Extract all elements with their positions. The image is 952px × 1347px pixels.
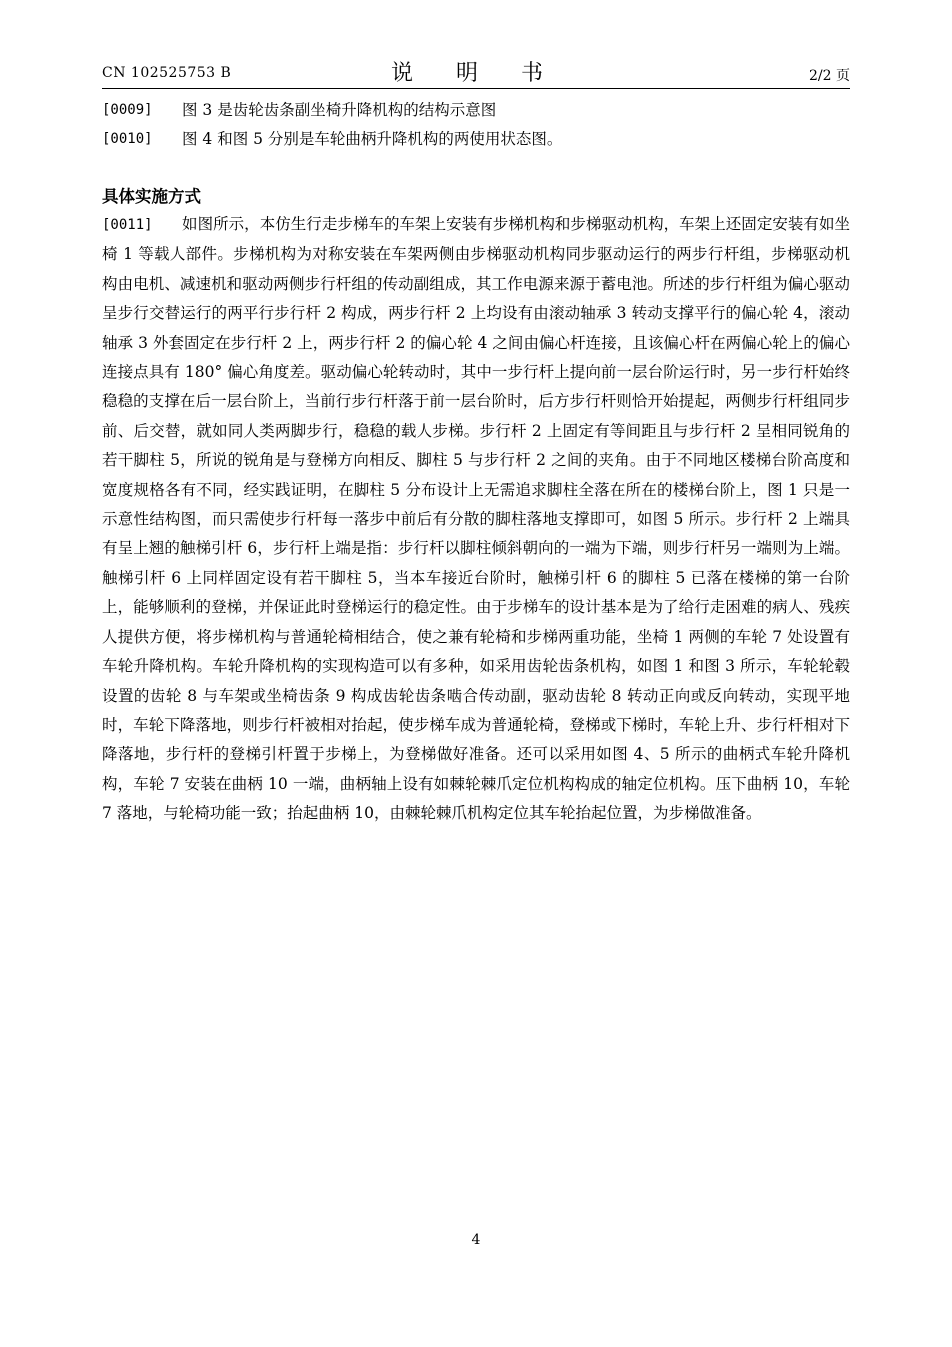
patent-number: CN 102525753 B bbox=[102, 65, 232, 81]
paragraph-0009 bbox=[102, 96, 850, 125]
paragraph-number: [0010] bbox=[102, 131, 153, 147]
page-indicator: 2/2 页 bbox=[809, 68, 850, 84]
paragraph-text: 图 4 和图 5 分别是车轮曲柄升降机构的两使用状态图。 bbox=[182, 130, 563, 148]
paragraph-number: [0011] bbox=[102, 217, 153, 233]
paragraph-0010 bbox=[102, 125, 850, 154]
paragraph-number: [0009] bbox=[102, 102, 153, 118]
header-divider bbox=[102, 88, 850, 89]
paragraph-text: 如图所示，本仿生行走步梯车的车架上安装有步梯机构和步梯驱动机构，车架上还固定安装有如坐椅 1 等载人部件。步梯机构为对称安装在车架两侧由步梯驱动机构同步驱动运行的两步行杆组，步梯驱动机构由电机、减速机和驱动两侧步行杆组的传动副组成，其工作电源来源于蓄电池。所述的步行杆组为偏心驱动呈步行交替运行的两平行步行杆 2 构成，两步行杆 2 上均设有由滚动轴承 3 转动支撑平行的偏心轮 4，滚动轴承 3 外套固定在步行杆 2 上，两步行杆 2 的偏心轮 4 之间由偏心杆连接，且该偏心杆在两偏心轮上的偏心连接点具有 180° 偏心角度差。驱动偏心轮转动时，其中一步行杆上提向前一层台阶运行时，另一步行杆始终稳稳的支撑在后一层台阶上，当前行步行杆落于前一层台阶时，后方步行杆则恰开始提起，两侧步行杆组同步前、后交替，就如同人类两脚步行，稳稳的载人步梯。步行杆 2 上固定有等间距且与步行杆 2 呈相同锐角的若干脚柱 5，所说的锐角是与登梯方向相反、脚柱 5 与步行杆 2 之间的夹角。由于不同地区楼梯台阶高度和宽度规格各有不同，经实践证明，在脚柱 5 分布设计上无需追求脚柱全落在所在的楼梯台阶上，图 1 只是一示意性结构图，而只需使步行杆每一落步中前后有分散的脚柱落地支撑即可，如图 5 所示。步行杆 2 上端具有呈上翘的触梯引杆 6，步行杆上端是指：步行杆以脚柱倾斜朝向的一端为下端，则步行杆另一端则为上端。触梯引杆 6 上同样固定设有若干脚柱 5，当本车接近台阶时，触梯引杆 6 的脚柱 5 已落在楼梯的第一台阶上，能够顺利的登梯，并保证此时登梯运行的稳定性。由于步梯车的设计基本是为了给行走困难的病人、残疾人提供方便，将步梯机构与普通轮椅相结合，使之兼有轮椅和步梯两重功能，坐椅 1 两侧的车轮 7 处设置有车轮升降机构。车轮升降机构的实现构造可以有多种，如采用齿轮齿条机构，如图 1 和图 3 所示，车轮轮毂设置的齿轮 8 与车架或坐椅齿条 9 构成齿轮齿条啮合传动副，驱动齿轮 8 转动正向或反向转动，实现平地时，车轮下降落地，则步行杆被相对抬起，使步梯车成为普通轮椅，登梯或下梯时，车轮上升、步行杆相对下降落地，步行杆的登梯引杆置于步梯上，为登梯做好准备。还可以采用如图 4、5 所示的曲柄式车轮升降机构，车轮 7 安装在曲柄 10 一端，曲柄轴上设有如棘轮棘爪定位机构构成的轴定位机构。压下曲柄 10，车轮 7 落地，与轮椅功能一致；抬起曲柄 10，由棘轮棘爪机构定位其车轮抬起位置，为步梯做准备。 bbox=[102, 215, 850, 823]
page-number: 4 bbox=[471, 1232, 481, 1248]
document-title: 说 明 书 bbox=[391, 61, 561, 86]
page-header bbox=[102, 56, 850, 86]
paragraph-0011 bbox=[102, 210, 850, 829]
section-heading: 具体实施方式 bbox=[102, 187, 201, 206]
paragraph-text: 图 3 是齿轮齿条副坐椅升降机构的结构示意图 bbox=[182, 101, 497, 119]
